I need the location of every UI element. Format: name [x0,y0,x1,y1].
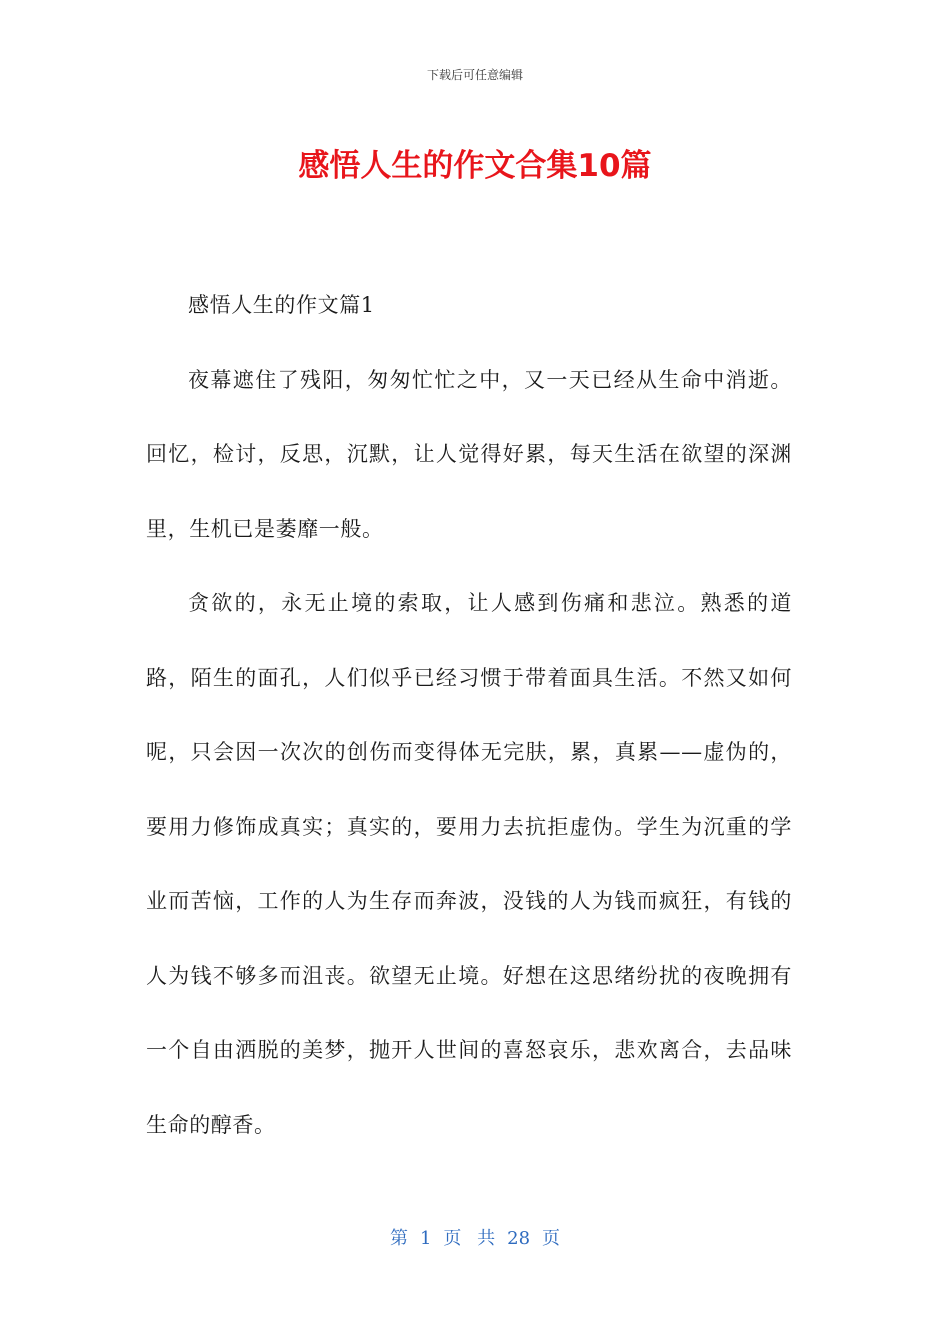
paragraph: 夜幕遮住了残阳，匆匆忙忙之中，又一天已经从生命中消逝。回忆，检讨，反思，沉默，让人觉得好累，每天生活在欲望的深渊里，生机已是萎靡一般。 [146,367,792,541]
paragraph: 贪欲的，永无止境的索取，让人感到伤痛和悲泣。熟悉的道路，陌生的面孔，人们似乎已经习惯于带着面具生活。不然又如何呢，只会因一次次的创伤而变得体无完肤，累，真累——虚伪的，要用力修饰成真实；真实的，要用力去抗拒虚伪。学生为沉重的学业而苦恼，工作的人为生存而奔波，没钱的人为钱而疯狂，有钱的人为钱不够多而沮丧。欲望无止境。好想在这思绪纷扰的夜晚拥有一个自由洒脱的美梦，抛开人世间的喜怒哀乐，悲欢离合，去品味生命的醇香。 [146,591,792,1137]
header-note: 下载后可任意编辑 [426,68,523,82]
page-label-prefix: 第 [389,1228,408,1249]
page-label-suffix: 页 [542,1228,561,1249]
total-pages-number: 28 [507,1228,531,1249]
document-body [146,268,792,1162]
page-footer [0,1224,950,1250]
section-heading: 感悟人生的作文篇1 [188,293,375,317]
document-title: 感悟人生的作文合集10篇 [298,148,652,184]
page-label-mid: 页 共 [443,1228,496,1249]
current-page-number: 1 [419,1228,432,1249]
